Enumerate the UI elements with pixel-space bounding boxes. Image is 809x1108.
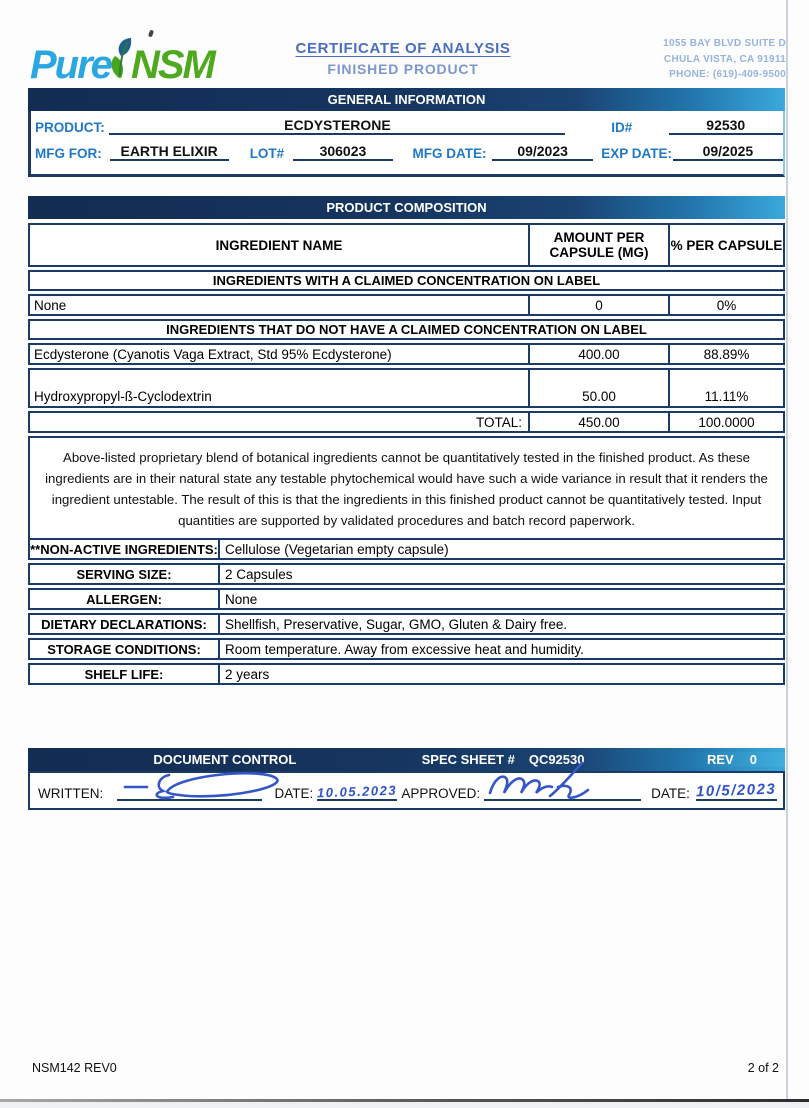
written-signature xyxy=(117,795,262,801)
product-label: PRODUCT: xyxy=(35,120,105,135)
written-label: WRITTEN: xyxy=(38,786,104,801)
scan-edge-right xyxy=(786,0,788,1108)
mfg-for-value: EARTH ELIXIR xyxy=(110,143,229,161)
ingredient-amount: 50.00 xyxy=(528,370,668,406)
spec-label: SHELF LIFE: xyxy=(84,666,164,682)
approved-date-value: 10/5/2023 xyxy=(696,780,777,801)
ingredient-amount: 0 xyxy=(528,296,668,314)
spec-label: ALLERGEN: xyxy=(86,591,162,607)
total-label: TOTAL: xyxy=(475,414,522,430)
table-row xyxy=(28,638,785,660)
scan-edge-bottom-fill xyxy=(0,1102,809,1108)
spec-label: DIETARY DECLARATIONS: xyxy=(41,616,207,632)
product-value: ECDYSTERONE xyxy=(109,117,565,135)
id-label: ID# xyxy=(611,120,633,135)
document-title xyxy=(258,40,548,77)
ingredient-name: Hydroxypropyl-ß-Cyclodextrin xyxy=(34,389,212,404)
exp-date-value: 09/2025 xyxy=(673,143,783,161)
table-row xyxy=(28,343,785,365)
ingredient-percent: 11.11% xyxy=(668,370,783,406)
spec-label: STORAGE CONDITIONS: xyxy=(47,641,201,657)
table-row xyxy=(28,294,785,316)
company-logo xyxy=(30,36,214,94)
ingredient-name: Ecdysterone (Cyanotis Vaga Extract, Std 95% Ecdysterone) xyxy=(34,346,392,362)
address-line-3: PHONE: (619)-409-9500 xyxy=(669,69,786,80)
ingredient-percent: 88.89% xyxy=(668,345,783,363)
product-composition-table xyxy=(28,223,785,544)
mfg-date-value: 09/2023 xyxy=(492,143,593,161)
exp-date-label: EXP DATE: xyxy=(601,146,672,161)
approved-date-label: DATE: xyxy=(651,786,690,801)
specifications-table xyxy=(28,538,785,688)
general-information-title: GENERAL INFORMATION xyxy=(327,92,486,107)
total-percent: 100.0000 xyxy=(668,413,783,431)
table-row xyxy=(28,563,785,585)
leaf-icon xyxy=(111,36,131,94)
written-date-label: DATE: xyxy=(274,786,314,801)
table-row xyxy=(28,613,785,635)
address-line-2: CHULA VISTA, CA 91911 xyxy=(663,53,786,65)
footer-page-indicator: 2 of 2 xyxy=(747,1061,779,1075)
general-information-header-bar xyxy=(28,88,785,111)
spec-sheet-label: SPEC SHEET # xyxy=(421,752,515,767)
document-control-title: DOCUMENT CONTROL xyxy=(153,752,297,767)
spec-value: None xyxy=(218,590,783,608)
mfg-for-label: MFG FOR: xyxy=(35,146,102,161)
col-header-ingredient-name: INGREDIENT NAME xyxy=(215,237,343,253)
spec-label: **NON-ACTIVE INGREDIENTS: xyxy=(30,541,218,557)
ingredient-amount: 400.00 xyxy=(528,345,668,363)
logo-text-pure: Pure xyxy=(30,42,111,87)
signature-row xyxy=(28,771,785,810)
logo-text-nsm: NSM xyxy=(130,42,214,87)
written-date-value: 10.05.2023 xyxy=(317,782,398,801)
spec-label: SERVING SIZE: xyxy=(76,566,172,582)
company-address xyxy=(616,36,786,83)
product-composition-title: PRODUCT COMPOSITION xyxy=(326,200,487,215)
lot-label: LOT# xyxy=(249,146,285,161)
title-certificate-of-analysis: CERTIFICATE OF ANALYSIS xyxy=(295,40,511,57)
col-header-amount-per-capsule: AMOUNT PER CAPSULE (MG) xyxy=(528,225,668,265)
general-information-box xyxy=(28,111,785,177)
rev-label: REV xyxy=(707,752,734,767)
address-line-1: 1055 BAY BLVD SUITE D xyxy=(663,38,786,49)
lot-value: 306023 xyxy=(293,143,392,161)
mfg-date-label: MFG DATE: xyxy=(412,146,487,161)
footer-doc-number: NSM142 REV0 xyxy=(32,1061,117,1075)
unclaimed-concentration-header: INGREDIENTS THAT DO NOT HAVE A CLAIMED CONCENTRATION ON LABEL xyxy=(28,319,785,340)
composition-column-headers xyxy=(28,223,785,267)
spec-sheet-value: QC92530 xyxy=(528,752,585,767)
total-amount: 450.00 xyxy=(528,413,668,431)
claimed-concentration-header: INGREDIENTS WITH A CLAIMED CONCENTRATION ON LABEL xyxy=(28,270,785,291)
col-header-percent-per-capsule: % PER CAPSULE xyxy=(668,225,783,265)
product-composition-header-bar xyxy=(28,196,785,219)
spec-value: Cellulose (Vegetarian empty capsule) xyxy=(218,540,783,558)
composition-note: Above-listed proprietary blend of botanical ingredients cannot be quantitatively tested in the finished product. As these ingredients are in their natural state any testable phytochemical would have such a wide variance in result that it renders the ingredient untestable. The result of this is that the ingredients in this finished product cannot be quantitatively tested. Input quantities are supported by validated procedures and batch record paperwork. xyxy=(28,436,785,544)
ingredient-percent: 0% xyxy=(668,296,783,314)
table-row xyxy=(28,663,785,685)
spec-value: Room temperature. Away from excessive heat and humidity. xyxy=(218,640,783,658)
spec-value: 2 years xyxy=(218,665,783,683)
table-row xyxy=(28,588,785,610)
approved-label: APPROVED: xyxy=(401,786,481,801)
title-finished-product: FINISHED PRODUCT xyxy=(327,61,479,77)
total-row xyxy=(28,411,785,433)
table-row xyxy=(28,538,785,560)
rev-value: 0 xyxy=(749,752,757,767)
spec-value: 2 Capsules xyxy=(218,565,783,583)
id-value: 92530 xyxy=(669,117,783,135)
approved-signature xyxy=(484,795,619,801)
spec-value: Shellfish, Preservative, Sugar, GMO, Gluten & Dairy free. xyxy=(218,615,783,633)
table-row xyxy=(28,368,785,408)
ingredient-name: None xyxy=(34,297,67,313)
